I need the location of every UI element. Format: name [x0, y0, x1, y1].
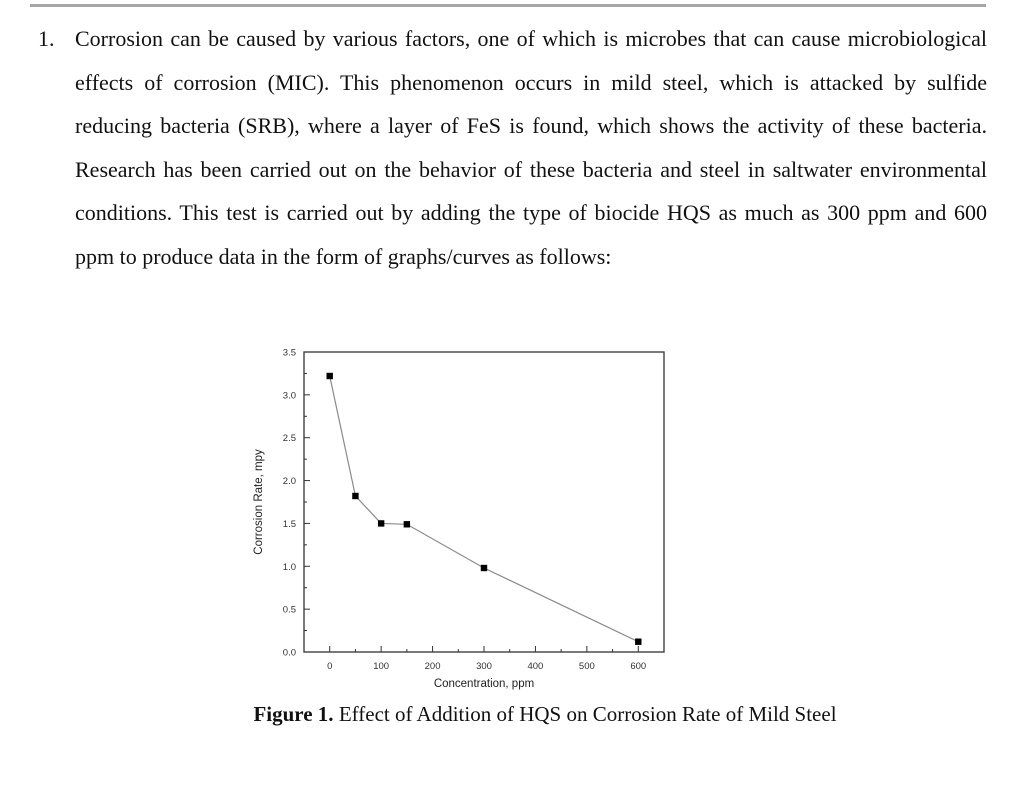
figure-caption [0, 702, 1024, 727]
data-point [635, 639, 641, 645]
y-tick-label: 3.5 [282, 347, 296, 359]
x-tick-label: 100 [373, 661, 390, 672]
x-tick-label: 600 [630, 661, 647, 672]
figure-caption-text: Effect of Addition of HQS on Corrosion Rate of Mild Steel [338, 702, 837, 726]
y-tick-label: 3.0 [282, 390, 296, 402]
y-tick-label: 1.5 [282, 518, 296, 530]
data-point [378, 520, 384, 526]
question-number: 1. [38, 26, 55, 51]
top-rule [30, 4, 986, 7]
series-line [330, 376, 639, 642]
data-point [327, 373, 333, 379]
data-point [352, 493, 358, 499]
corrosion-rate-chart [236, 338, 676, 698]
y-tick-label: 0.0 [282, 647, 296, 659]
y-tick-label: 1.0 [282, 561, 296, 573]
x-tick-label: 500 [578, 661, 595, 672]
x-tick-label: 400 [527, 661, 544, 672]
y-tick-label: 2.0 [282, 476, 296, 488]
plot-frame [304, 352, 664, 652]
figure-label: Figure 1. [253, 702, 334, 726]
x-axis-label: Concentration, ppm [433, 678, 535, 690]
data-point [481, 565, 487, 571]
y-tick-label: 2.5 [282, 433, 296, 445]
data-point [404, 521, 410, 527]
x-tick-label: 300 [476, 661, 492, 672]
x-tick-label: 0 [327, 661, 333, 672]
y-tick-label: 0.5 [282, 604, 296, 616]
x-tick-label: 200 [424, 661, 441, 672]
y-axis-label: Corrosion Rate, mpy [253, 449, 265, 555]
question-text: Corrosion can be caused by various factors, one of which is microbes that can cause microbiological effects of corrosion (MIC). This phenomenon occurs in mild steel, which is attacked by sulfide reducing bacteria (SRB), where a layer of FeS is found, which shows the activity of these bacteria. Research has been carried out on the behavior of these bacteria and steel in saltwater environmental conditions. This test is carried out by adding the type of biocide HQS as much as 300 ppm and 600 ppm to produce data in the form of graphs/curves as follows: [75, 26, 987, 269]
